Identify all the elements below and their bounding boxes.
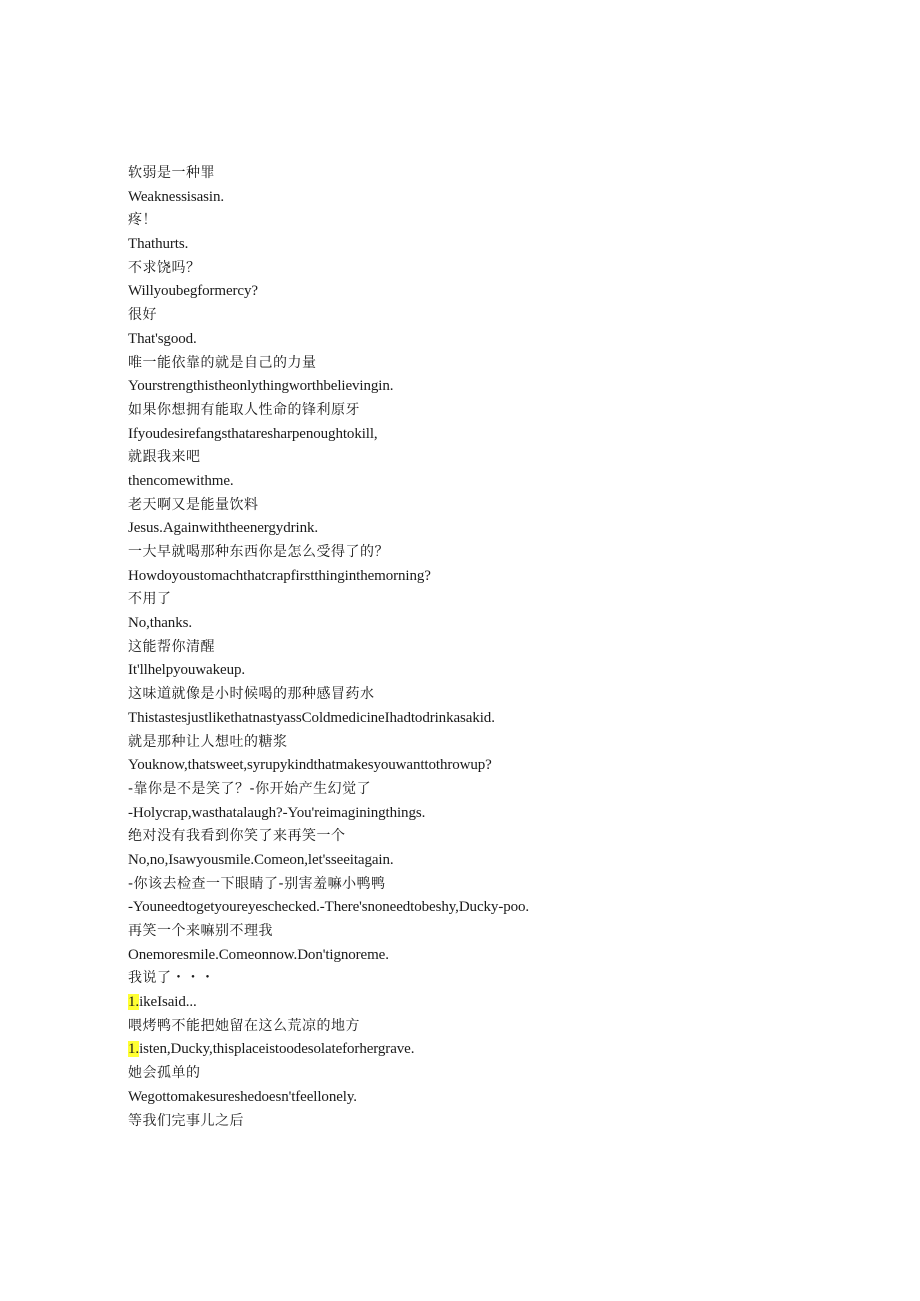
english-subtitle-line — [128, 565, 828, 589]
english-subtitle-line — [128, 375, 828, 399]
line-text: ikeIsaid... — [139, 994, 197, 1011]
chinese-subtitle-line — [128, 446, 828, 470]
english-subtitle-line — [128, 423, 828, 447]
english-subtitle-line — [128, 707, 828, 731]
line-text: 再笑一个来嘛别不理我 — [128, 923, 273, 939]
line-text: 老天啊又是能量饮料 — [128, 496, 259, 513]
line-text: It'llhelpyouwakeup. — [128, 662, 246, 679]
chinese-subtitle-line — [128, 162, 828, 186]
highlighted-line-number: 1. — [128, 1041, 140, 1058]
line-text: thencomewithme. — [128, 472, 234, 489]
highlighted-line-number: 1. — [128, 994, 140, 1011]
english-subtitle-line — [128, 470, 828, 494]
english-subtitle-line — [128, 328, 828, 352]
english-subtitle-line — [128, 517, 828, 541]
line-text: 不求饶吗？ — [128, 259, 201, 276]
line-text: 等我们完事儿之后 — [128, 1112, 244, 1129]
chinese-subtitle-line — [128, 731, 828, 755]
line-text: Yourstrengthistheonlythingworthbelievingin. — [128, 378, 394, 395]
english-subtitle-line — [128, 659, 828, 683]
english-subtitle-line — [128, 944, 828, 968]
chinese-subtitle-line — [128, 352, 828, 376]
line-text: 疼！ — [128, 212, 157, 229]
chinese-subtitle-line — [128, 588, 828, 612]
line-text: No,thanks. — [128, 615, 192, 632]
chinese-subtitle-line — [128, 873, 828, 897]
chinese-subtitle-line — [128, 636, 828, 660]
line-text: 这能帮你清醒 — [128, 638, 215, 655]
chinese-subtitle-line — [128, 825, 828, 849]
chinese-subtitle-line — [128, 683, 828, 707]
line-text: 她会孤单的 — [128, 1065, 201, 1082]
line-text: Youknow,thatsweet,syrupykindthatmakesyouwanttothrowup? — [128, 757, 492, 774]
line-text: 这味道就像是小时候喝的那种感冒药水 — [128, 686, 375, 703]
chinese-subtitle-line — [128, 920, 828, 944]
english-subtitle-line — [128, 1086, 828, 1110]
line-text: No,no,Isawyousmile.Comeon,let'sseeitagain. — [128, 851, 394, 868]
english-subtitle-line — [128, 896, 828, 920]
line-text: 绝对没有我看到你笑了来再笑一个 — [128, 828, 346, 845]
english-subtitle-line — [128, 802, 828, 826]
chinese-subtitle-line — [128, 304, 828, 328]
line-text: Weaknessisasin. — [128, 188, 225, 205]
line-text: 如果你想拥有能取人性命的锋利原牙 — [128, 401, 360, 418]
line-text: Thathurts. — [128, 236, 189, 253]
chinese-subtitle-line — [128, 257, 828, 281]
line-text: 唯一能依靠的就是自己的力量 — [128, 354, 317, 371]
chinese-subtitle-line — [128, 778, 828, 802]
line-text: 不用了 — [128, 591, 172, 608]
english-subtitle-line — [128, 991, 828, 1015]
line-text: Willyoubegformercy? — [128, 283, 258, 300]
english-subtitle-line — [128, 612, 828, 636]
line-text: isten,Ducky,thisplaceistoodesolateforhergrave. — [139, 1041, 415, 1058]
english-subtitle-line — [128, 1038, 828, 1062]
line-text: 软弱是一种罪 — [128, 165, 215, 181]
line-text: -靠你是不是笑了？-你开始产生幻觉了 — [128, 780, 372, 797]
chinese-subtitle-line — [128, 494, 828, 518]
line-text: 就跟我来吧 — [128, 449, 201, 466]
line-text: Ifyoudesirefangsthataresharpenoughtokill, — [128, 425, 378, 442]
line-text: 喂烤鸭不能把她留在这么荒凉的地方 — [128, 1017, 360, 1034]
line-text: -Youneedtogetyoureyeschecked.-There'snoneedtobeshy,Ducky-poo. — [128, 899, 530, 916]
line-text: Wegottomakesureshedoesn'tfeellonely. — [128, 1088, 357, 1105]
line-text: ThistastesjustlikethatnastyassColdmedicineIhadtodrinkasakid. — [128, 709, 495, 726]
line-text: -Holycrap,wasthatalaugh?-You'reimaginingthings. — [128, 804, 426, 821]
chinese-subtitle-line — [128, 541, 828, 565]
chinese-subtitle-line — [128, 1015, 828, 1039]
chinese-subtitle-line — [128, 1062, 828, 1086]
chinese-subtitle-line — [128, 399, 828, 423]
english-subtitle-line — [128, 754, 828, 778]
chinese-subtitle-line — [128, 209, 828, 233]
line-text: 一大早就喝那种东西你是怎么受得了的？ — [128, 544, 389, 560]
english-subtitle-line — [128, 233, 828, 257]
english-subtitle-line — [128, 280, 828, 304]
line-text: Jesus.Againwiththeenergydrink. — [128, 520, 319, 537]
chinese-subtitle-line — [128, 967, 828, 991]
line-text: 就是那种让人想吐的糖浆 — [128, 733, 288, 750]
line-text: That'sgood. — [128, 330, 197, 347]
subtitle-text-body — [128, 162, 828, 1133]
line-text: 我说了・・・ — [128, 970, 215, 987]
line-text: Howdoyoustomachthatcrapfirstthinginthemorning? — [128, 567, 431, 584]
line-text: Onemoresmile.Comeonnow.Don'tignoreme. — [128, 946, 389, 963]
chinese-subtitle-line — [128, 1110, 828, 1134]
line-text: -你该去检查一下眼睛了-别害羞嘛小鸭鸭 — [128, 875, 386, 892]
english-subtitle-line — [128, 849, 828, 873]
english-subtitle-line — [128, 186, 828, 210]
line-text: 很好 — [128, 307, 157, 324]
